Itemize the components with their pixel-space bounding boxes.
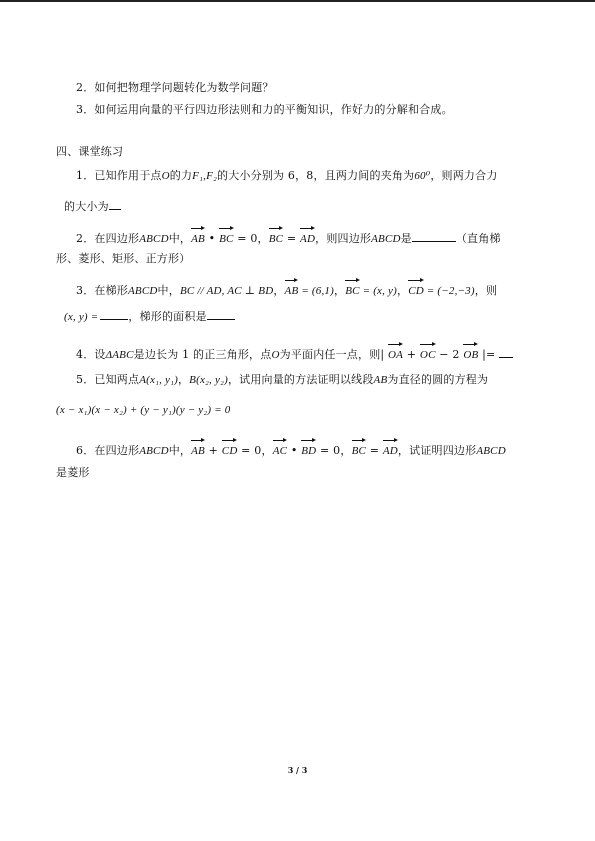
text: 1．已知作用于点 — [76, 169, 162, 182]
vector-cd: CD — [222, 440, 238, 459]
forces: F₁,F₂ — [192, 170, 218, 182]
answer-blank[interactable] — [412, 230, 456, 242]
minus: − 2 — [435, 348, 464, 361]
point-o: O — [271, 349, 280, 361]
text: （直角梯 — [455, 232, 501, 245]
equals: = — [366, 444, 383, 457]
exercise-5-line-1 — [76, 372, 488, 388]
vector-value: = (x, y) — [359, 285, 397, 297]
segment-ab: AB — [373, 374, 388, 386]
text: 5．已知两点 — [76, 373, 140, 386]
point-a: A(x₁, y₁) — [139, 374, 178, 386]
quad-name: ABCD — [476, 445, 506, 457]
text: ，试证明四边形 — [397, 444, 477, 457]
vector-ab: AB — [285, 280, 299, 299]
dot-operator: • — [204, 232, 220, 245]
question-2: 2．如何把物理学问题转化为数学问题？ — [76, 81, 274, 94]
question-3: 3．如何运用向量的平行四边形法则和力的平衡知识，作好力的分解和合成。 — [76, 103, 453, 116]
xy-expression: (x, y) = — [64, 311, 99, 323]
answer-blank[interactable] — [109, 198, 121, 210]
exercise-3-line-2 — [64, 308, 235, 325]
exercise-2-line-1 — [76, 228, 501, 247]
vector-ab: AB — [191, 228, 205, 247]
circle-equation: (x − x₁)(x − x₂) + (y − y₁)(y − y₂) = 0 — [56, 404, 231, 416]
abs-bar: |= — [478, 348, 500, 361]
text: 为平面内任一点，则 — [279, 348, 381, 361]
vector-bd: BD — [301, 440, 316, 459]
dot-operator: • — [287, 444, 302, 457]
exercise-1-line-2 — [64, 198, 121, 215]
equals: = — [283, 232, 301, 245]
quad-name: ABCD — [371, 233, 401, 245]
vector-oa: OA — [388, 344, 403, 363]
angle-value: 60⁰ — [414, 170, 431, 182]
text: ， — [273, 284, 285, 297]
triangle-name: ΔABC — [105, 349, 134, 361]
section-title: 四、课堂练习 — [56, 145, 124, 158]
text: 的大小为 — [64, 200, 109, 213]
abs-bar: | — [380, 348, 389, 361]
exercise-2-line-2: 形、菱形、矩形、正方形） — [56, 252, 191, 265]
text: ，则两力合力 — [430, 169, 498, 182]
vector-bc: BC — [269, 228, 283, 247]
text: = 0， — [233, 232, 269, 245]
text: 中， — [168, 232, 192, 245]
trapezoid-name: ABCD — [128, 285, 158, 297]
page-top-border — [0, 0, 595, 2]
vector-cd: CD — [408, 280, 424, 299]
vector-value: = (6,1) — [298, 285, 334, 297]
text: 为直径的圆的方程为 — [387, 373, 489, 386]
quad-name: ABCD — [139, 233, 169, 245]
text: 中， — [168, 444, 192, 457]
text: 的大小分别为 6，8，且两力间的夹角为 — [217, 169, 415, 182]
zero-vector: = 0 — [237, 444, 262, 457]
text: 3．在梯形 — [76, 284, 128, 297]
answer-blank[interactable] — [499, 346, 513, 358]
text: 6．在四边形 — [76, 444, 140, 457]
text: ，梯形的面积是 — [128, 310, 207, 323]
vector-ob: OB — [463, 344, 478, 363]
vector-bc: BC — [345, 280, 359, 299]
text: 是边长为 1 的正三角形，点 — [133, 348, 272, 361]
exercise-6-line-2: 是菱形 — [56, 466, 90, 479]
point-b: B(x₂, y₂) — [189, 374, 228, 386]
text: 中， — [157, 284, 180, 297]
text: ，试用向量的方法证明以线段 — [227, 373, 374, 386]
answer-blank[interactable] — [207, 308, 235, 320]
text: 的力 — [169, 169, 193, 182]
exercise-1-line-1 — [76, 168, 498, 184]
exercise-4 — [76, 344, 513, 363]
text: 是 — [400, 232, 412, 245]
text: ， — [177, 373, 190, 386]
text: 2．在四边形 — [76, 232, 140, 245]
text: ，则四边形 — [315, 232, 372, 245]
text: = 0， — [316, 444, 352, 457]
vector-ad: AD — [300, 228, 315, 247]
text: 4．设 — [76, 348, 106, 361]
condition: BC // AD, AC ⊥ BD — [179, 285, 274, 297]
page-number: 3 / 3 — [287, 765, 308, 775]
answer-blank[interactable] — [100, 308, 128, 320]
vector-ab: AB — [191, 440, 205, 459]
vector-bc: BC — [219, 228, 233, 247]
plus: + — [403, 348, 420, 361]
point-o: O — [161, 170, 170, 182]
vector-ad: AD — [383, 440, 398, 459]
quad-name: ABCD — [139, 445, 169, 457]
vector-bc: BC — [352, 440, 366, 459]
plus: + — [204, 444, 222, 457]
vector-value: = (−2,−3) — [423, 285, 475, 297]
vector-ac: AC — [273, 440, 287, 459]
text: ， — [397, 284, 409, 297]
exercise-3-line-1 — [76, 280, 497, 299]
vector-oc: OC — [420, 344, 436, 363]
text: ， — [334, 284, 346, 297]
text: ， — [261, 444, 273, 457]
exercise-6-line-1 — [76, 440, 506, 459]
text: ，则 — [474, 284, 498, 297]
